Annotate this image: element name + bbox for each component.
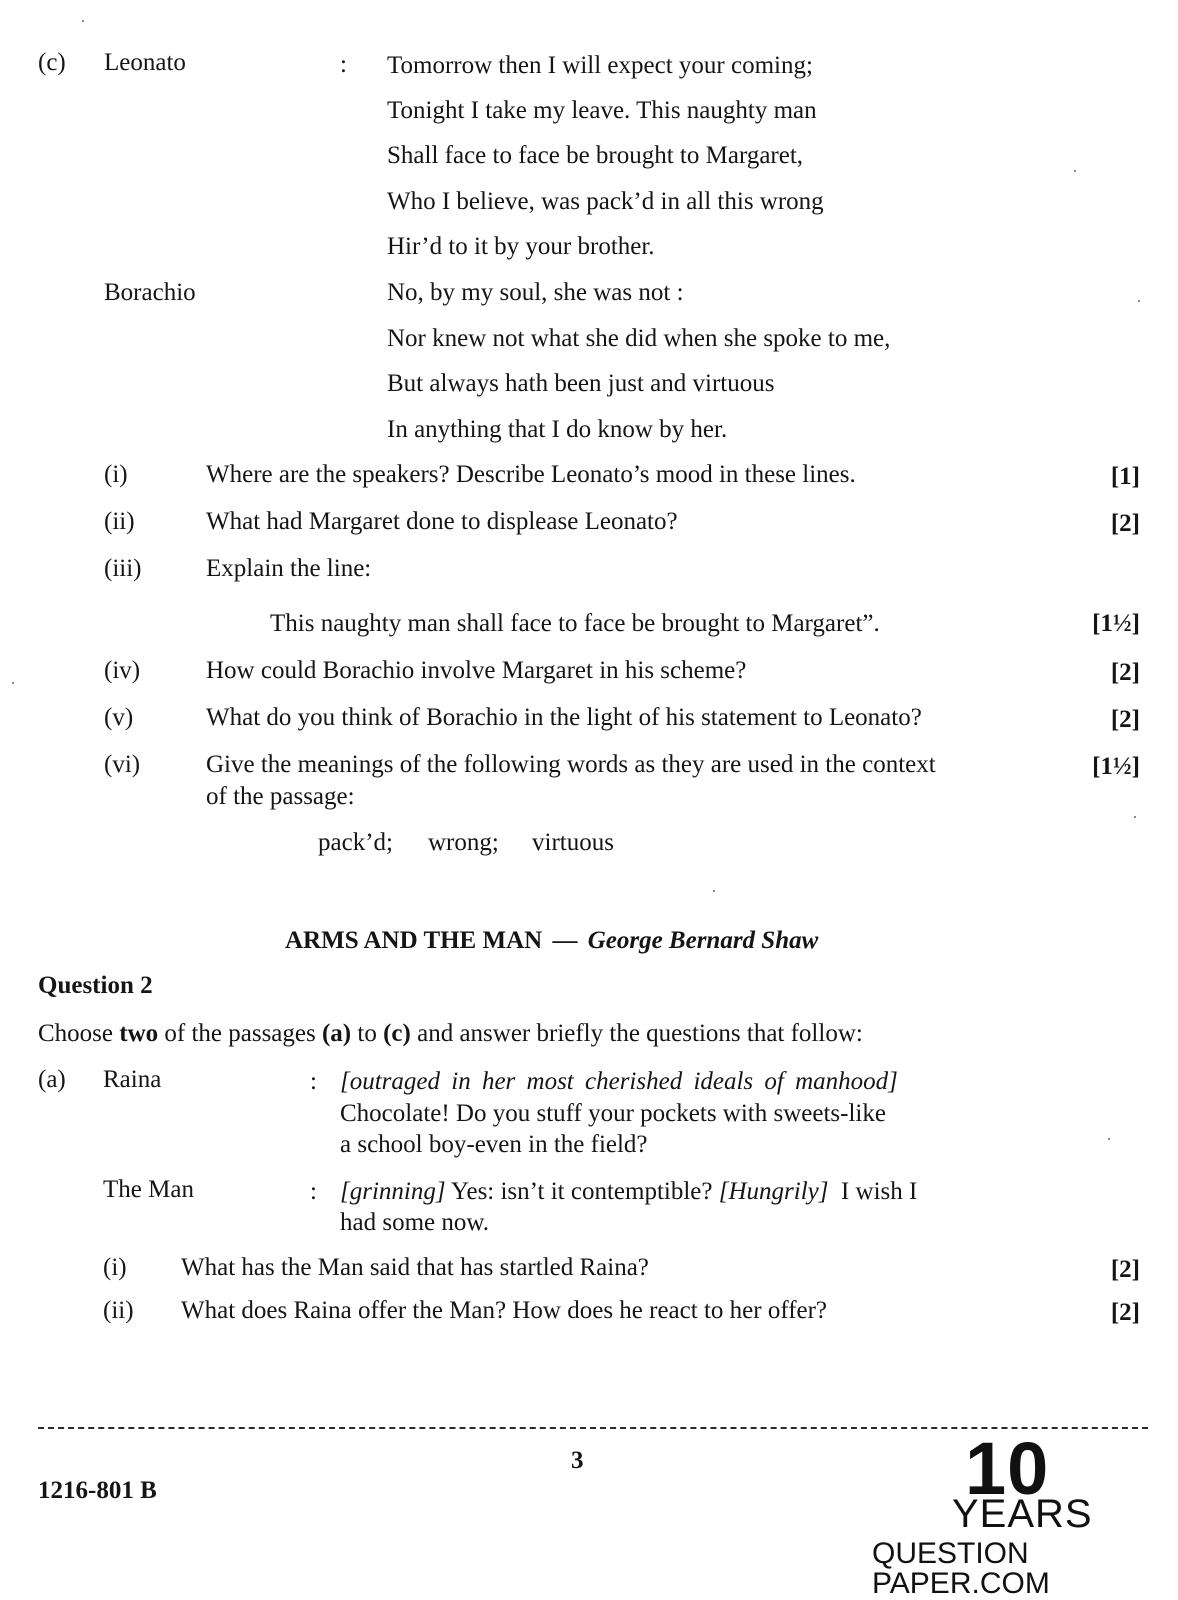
question-text: Where are the speakers? Describe Leonato’s mood in these lines. (206, 461, 856, 488)
question-instructions (38, 1021, 863, 1046)
watermark-logo-site: QUESTION PAPER.COM (872, 1537, 1050, 1600)
question-marks: [2] (1110, 510, 1140, 537)
verse-line: In anything that I do know by her. (387, 416, 728, 443)
scan-speck (713, 890, 715, 892)
verse-line: Tomorrow then I will expect your coming; (387, 52, 813, 79)
quoted-line: This naughty man shall face to face be brought to Margaret”. (270, 610, 880, 637)
scan-speck (82, 20, 84, 22)
verse-line: No, by my soul, she was not : (387, 279, 684, 306)
question-number: (ii) (103, 1297, 134, 1324)
watermark-logo-number: 10 (965, 1427, 1050, 1510)
scan-speck (1138, 300, 1140, 302)
speaker-name: Borachio (104, 279, 196, 306)
instructions-emphasis: two (119, 1020, 159, 1047)
dialogue-line: a school boy-even in the field? (340, 1131, 648, 1158)
scan-speck (1134, 816, 1136, 818)
verse-line: Tonight I take my leave. This naughty man (387, 97, 817, 124)
question-text: What has the Man said that has startled Raina? (181, 1254, 649, 1281)
instructions-text: and answer briefly the questions that follow: (410, 1020, 863, 1047)
vocab-word: wrong; (428, 829, 499, 856)
section-heading (285, 928, 818, 953)
question-number: (i) (103, 1254, 127, 1281)
scan-speck (12, 682, 14, 684)
dialogue-line: had some now. (340, 1209, 490, 1236)
question-text: What do you think of Borachio in the light of his statement to Leonato? (206, 704, 922, 731)
speaker-name: The Man (103, 1176, 194, 1203)
question-text: Explain the line: (206, 555, 372, 582)
question-number: (iii) (104, 555, 142, 582)
paper-code: 1216-801 B (38, 1477, 157, 1504)
scan-speck (1074, 170, 1076, 172)
speaker-name: Leonato (104, 49, 186, 76)
instructions-emphasis: (a) (321, 1020, 352, 1047)
watermark-logo-years: YEARS (952, 1492, 1093, 1536)
dialogue-line (340, 1179, 917, 1204)
verse-line: Shall face to face be brought to Margaret, (387, 142, 804, 169)
verse-line: Nor knew not what she did when she spoke to me, (387, 325, 891, 352)
question-marks: [2] (1110, 1299, 1140, 1326)
stage-direction: [outraged in her most cherished ideals of manhood] (340, 1068, 898, 1095)
question-number: (i) (104, 461, 128, 488)
verse-line: Who I believe, was pack’d in all this wrong (387, 188, 824, 215)
section-dash: — (552, 927, 578, 954)
dialogue-text: I wish I (828, 1178, 918, 1205)
section-author: George Bernard Shaw (587, 927, 819, 954)
speaker-colon: : (310, 1178, 317, 1205)
speaker-colon: : (340, 51, 347, 78)
vocab-word: virtuous (532, 829, 614, 856)
question-number: (vi) (104, 751, 141, 778)
question-marks: [2] (1110, 1256, 1140, 1283)
vocab-word: pack’d; (318, 829, 393, 856)
instructions-text: to (351, 1020, 384, 1047)
stage-direction: [grinning] (340, 1178, 446, 1205)
question-number: (iv) (104, 657, 141, 684)
question-text: Give the meanings of the following words as they are used in the context (206, 751, 936, 778)
question-text-continued: of the passage: (206, 783, 355, 810)
speaker-colon: : (310, 1068, 317, 1095)
question-marks: [1] (1110, 463, 1140, 490)
question-number: (ii) (104, 508, 135, 535)
question-marks: [2] (1110, 706, 1140, 733)
instructions-emphasis: (c) (383, 1020, 411, 1047)
passage-label: (a) (38, 1066, 66, 1093)
question-marks: [2] (1110, 659, 1140, 686)
question-text: How could Borachio involve Margaret in his scheme? (206, 657, 747, 684)
scan-speck (1108, 1138, 1110, 1140)
question-text: What had Margaret done to displease Leonato? (206, 508, 678, 535)
speaker-name: Raina (103, 1066, 162, 1093)
section-title: ARMS AND THE MAN (285, 927, 543, 954)
question-marks: [1½] (1092, 610, 1140, 637)
question-marks: [1½] (1092, 753, 1140, 780)
page-number: 3 (571, 1447, 584, 1474)
verse-line: Hir’d to it by your brother. (387, 233, 655, 260)
question-number: (v) (104, 704, 134, 731)
instructions-text: of the passages (158, 1020, 322, 1047)
instructions-text: Choose (38, 1020, 120, 1047)
stage-direction: [Hungrily] (718, 1178, 829, 1205)
question-heading: Question 2 (38, 972, 153, 999)
verse-line: But always hath been just and virtuous (387, 370, 775, 397)
passage-label: (c) (38, 49, 66, 76)
dialogue-line: Chocolate! Do you stuff your pockets with sweets-like (340, 1100, 886, 1127)
question-text: What does Raina offer the Man? How does he react to her offer? (181, 1297, 828, 1324)
dialogue-text: Yes: isn’t it contemptible? (445, 1178, 719, 1205)
